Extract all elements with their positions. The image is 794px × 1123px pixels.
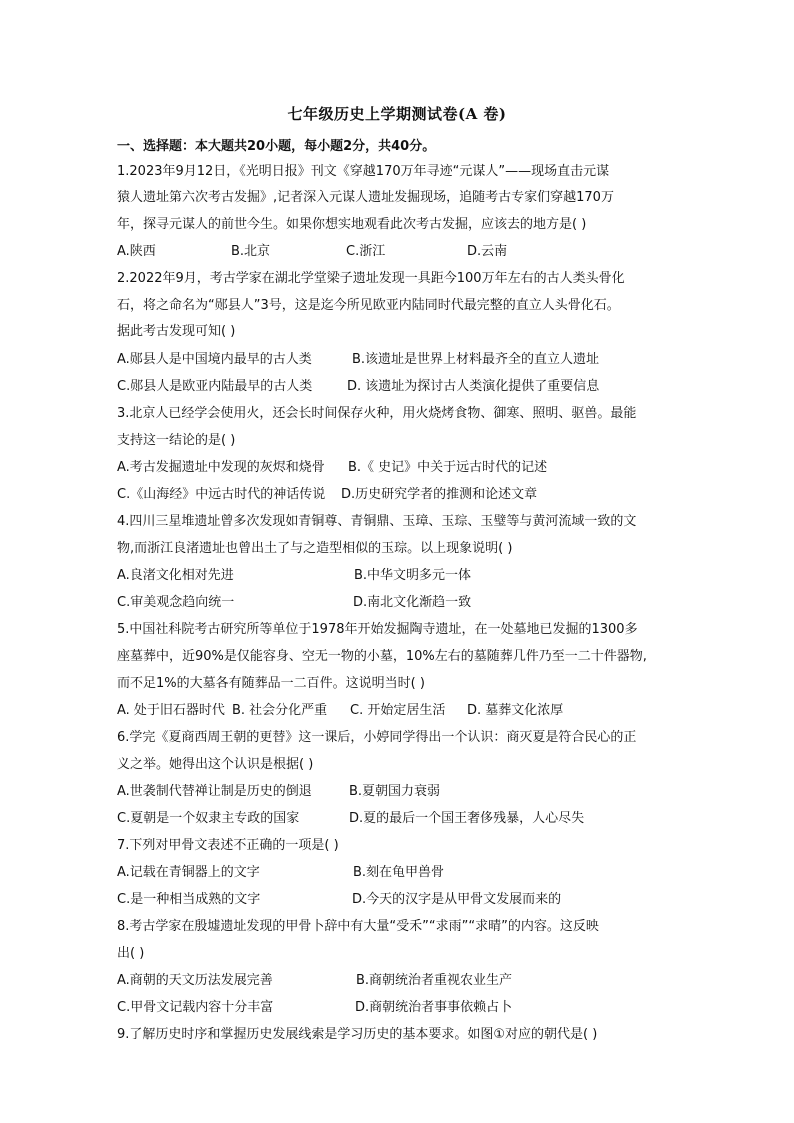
q5-line-3: 而不足1%的大墓各有随葬品一二百件。这说明当时( ) bbox=[117, 676, 425, 691]
q7-option-a: A.记载在青铜器上的文字 bbox=[117, 865, 260, 880]
section-heading: 一、选择题：本大题共20小题，每小题2分，共40分。 bbox=[117, 139, 436, 154]
q7-option-d: D.今天的汉字是从甲骨文发展而来的 bbox=[352, 892, 562, 907]
q6-option-d: D.夏的最后一个国王奢侈残暴，人心尽失 bbox=[349, 811, 585, 826]
q3-option-d: D.历史研究学者的推测和论述文章 bbox=[341, 487, 538, 502]
q2-line-1: 2.2022年9月，考古学家在湖北学堂梁子遗址发现一具距今100万年左右的古人类头骨化 bbox=[117, 271, 625, 286]
q7-option-b: B.刻在龟甲兽骨 bbox=[353, 865, 445, 880]
q6-line-2: 义之举。她得出这个认识是根据( ) bbox=[117, 757, 314, 772]
q1-line-3: 年，探寻元谋人的前世今生。如果你想实地观看此次考古发掘，应该去的地方是( ) bbox=[117, 217, 587, 232]
q3-line-2: 支持这一结论的是( ) bbox=[117, 433, 236, 448]
q6-line-1: 6.学完《夏商西周王朝的更替》这一课后，小婷同学得出一个认识：商灭夏是符合民心的正 bbox=[117, 730, 637, 745]
q8-line-2: 出( ) bbox=[117, 946, 145, 961]
q4-option-c: C.审美观念趋向统一 bbox=[117, 595, 235, 610]
q8-option-a: A.商朝的天文历法发展完善 bbox=[117, 973, 273, 988]
q2-line-2: 石，将之命名为“郧县人”3号，这是迄今所见欧亚内陆同时代最完整的直立人头骨化石。 bbox=[117, 298, 620, 313]
q1-option-b: B.北京 bbox=[231, 244, 271, 259]
q3-option-a: A.考古发掘遗址中发现的灰烬和烧骨 bbox=[117, 460, 325, 475]
q2-option-a: A.郧县人是中国境内最早的古人类 bbox=[117, 352, 312, 367]
q4-line-2: 物,而浙江良渚遗址也曾出土了与之造型相似的玉琮。以上现象说明( ) bbox=[117, 541, 513, 556]
q3-option-c: C.《山海经》中远古时代的神话传说 bbox=[117, 487, 326, 502]
q8-option-c: C.甲骨文记载内容十分丰富 bbox=[117, 1000, 274, 1015]
q6-option-a: A.世袭制代替禅让制是历史的倒退 bbox=[117, 784, 312, 799]
q3-option-b: B.《 史记》中关于远古时代的记述 bbox=[348, 460, 548, 475]
q8-option-b: B.商朝统治者重视农业生产 bbox=[356, 973, 513, 988]
q1-option-a: A.陕西 bbox=[117, 244, 156, 259]
q4-option-a: A.良渚文化相对先进 bbox=[117, 568, 234, 583]
q6-option-b: B.夏朝国力衰弱 bbox=[349, 784, 441, 799]
q6-option-c: C.夏朝是一个奴隶主专政的国家 bbox=[117, 811, 300, 826]
q7-line-1: 7.下列对甲骨文表述不正确的一项是( ) bbox=[117, 838, 339, 853]
q2-line-3: 据此考古发现可知( ) bbox=[117, 324, 236, 339]
q8-option-d: D.商朝统治者事事依赖占卜 bbox=[355, 1000, 513, 1015]
q8-line-1: 8.考古学家在殷墟遗址发现的甲骨卜辞中有大量“受禾”“求雨”“求晴”的内容。这反映 bbox=[117, 919, 599, 934]
q4-line-1: 4.四川三星堆遗址曾多次发现如青铜尊、青铜鼎、玉璋、玉琮、玉璧等与黄河流域一致的文 bbox=[117, 514, 637, 529]
q1-option-d: D.云南 bbox=[467, 244, 508, 259]
q3-line-1: 3.北京人已经学会使用火，还会长时间保存火种，用火烧烤食物、御寒、照明、驱兽。最能 bbox=[117, 406, 637, 421]
q5-line-2: 座墓葬中，近90%是仅能容身、空无一物的小墓，10%左右的墓随葬几件乃至一二十件器物, bbox=[117, 649, 647, 664]
q5-option-b: B. 社会分化严重 bbox=[232, 703, 328, 718]
q4-option-b: B.中华文明多元一体 bbox=[354, 568, 472, 583]
q2-option-d: D. 该遗址为探讨古人类演化提供了重要信息 bbox=[347, 379, 600, 394]
q1-line-1: 1.2023年9月12日，《光明日报》刊文《穿越170万年寻迹“元谋人”——现场直击元谋 bbox=[117, 164, 610, 179]
q5-line-1: 5.中国社科院考古研究所等单位于1978年开始发掘陶寺遗址，在一处墓地已发掘的1300多 bbox=[117, 622, 638, 637]
q2-option-b: B.该遗址是世界上材料最齐全的直立人遗址 bbox=[352, 352, 600, 367]
q7-option-c: C.是一种相当成熟的文字 bbox=[117, 892, 261, 907]
q5-option-c: C. 开始定居生活 bbox=[350, 703, 446, 718]
q1-line-2: 猿人遗址第六次考古发掘》,记者深入元谋人遗址发掘现场，追随考古专家们穿越170万 bbox=[117, 190, 614, 205]
q1-option-c: C.浙江 bbox=[346, 244, 386, 259]
q2-option-c: C.郧县人是欧亚内陆最早的古人类 bbox=[117, 379, 313, 394]
q9-line-1: 9.了解历史时序和掌握历史发展线索是学习历史的基本要求。如图①对应的朝代是( ) bbox=[117, 1027, 598, 1042]
q4-option-d: D.南北文化渐趋一致 bbox=[353, 595, 472, 610]
q5-option-d: D. 墓葬文化浓厚 bbox=[467, 703, 564, 718]
exam-title: 七年级历史上学期测试卷(A 卷) bbox=[287, 105, 507, 123]
q5-option-a: A. 处于旧石器时代 bbox=[117, 703, 225, 718]
